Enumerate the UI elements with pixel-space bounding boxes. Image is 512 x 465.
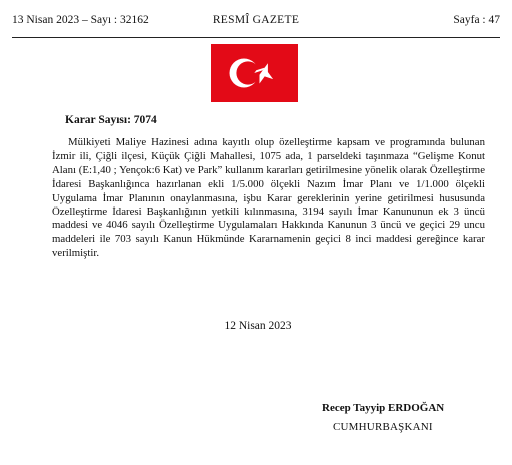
page-header xyxy=(12,14,500,32)
publication-name: RESMÎ GAZETE xyxy=(212,14,300,26)
signer-name: Recep Tayyip ERDOĞAN xyxy=(322,402,445,414)
flag-crescent-inner xyxy=(236,61,259,84)
signer-title: CUMHURBAŞKANI xyxy=(333,421,433,433)
page-number: Sayfa : 47 xyxy=(453,14,500,26)
turkish-flag-icon xyxy=(211,44,298,102)
decision-date: 12 Nisan 2023 xyxy=(224,320,292,332)
decision-number: Karar Sayısı: 7074 xyxy=(65,114,157,126)
header-divider xyxy=(12,37,500,38)
decision-body: Mülkiyeti Maliye Hazinesi adına kayıtlı olup özelleştirme kapsam ve programında bulunan İzmir ili, Çiğli ilçesi, Küçük Çiğli Mahallesi, 1075 ada, 1 parseldeki taşınmaza “Gelişme Konut Alanı (E:1,40 ; Yençok:6 Kat) ve Park” kullanım kararları getirilmesine yönelik olarak Özelleştirme İdaresi Başkanlığınca hazırlanan ekli 1/5.000 ölçekli Nazım İmar Planı ve 1/1.000 ölçekli Uygulama İmar Planının onaylanmasına, işbu Karar gereklerinin yerine getirilmesi hususunda Özelleştirme İdaresi Başkanlığının yetkili kılınmasına, 3194 sayılı İmar Kanununun ek 3 üncü maddesi ve 4046 sayılı Özelleştirme Uygulamaları Hakkında Kanunun 3 üncü ve geçici 29 uncu maddeleri ile 703 sayılı Kanun Hükmünde Kararnamenin geçici 8 inci maddesi gereğince karar verilmiştir. xyxy=(52,136,485,260)
issue-date-number: 13 Nisan 2023 – Sayı : 32162 xyxy=(12,14,149,26)
